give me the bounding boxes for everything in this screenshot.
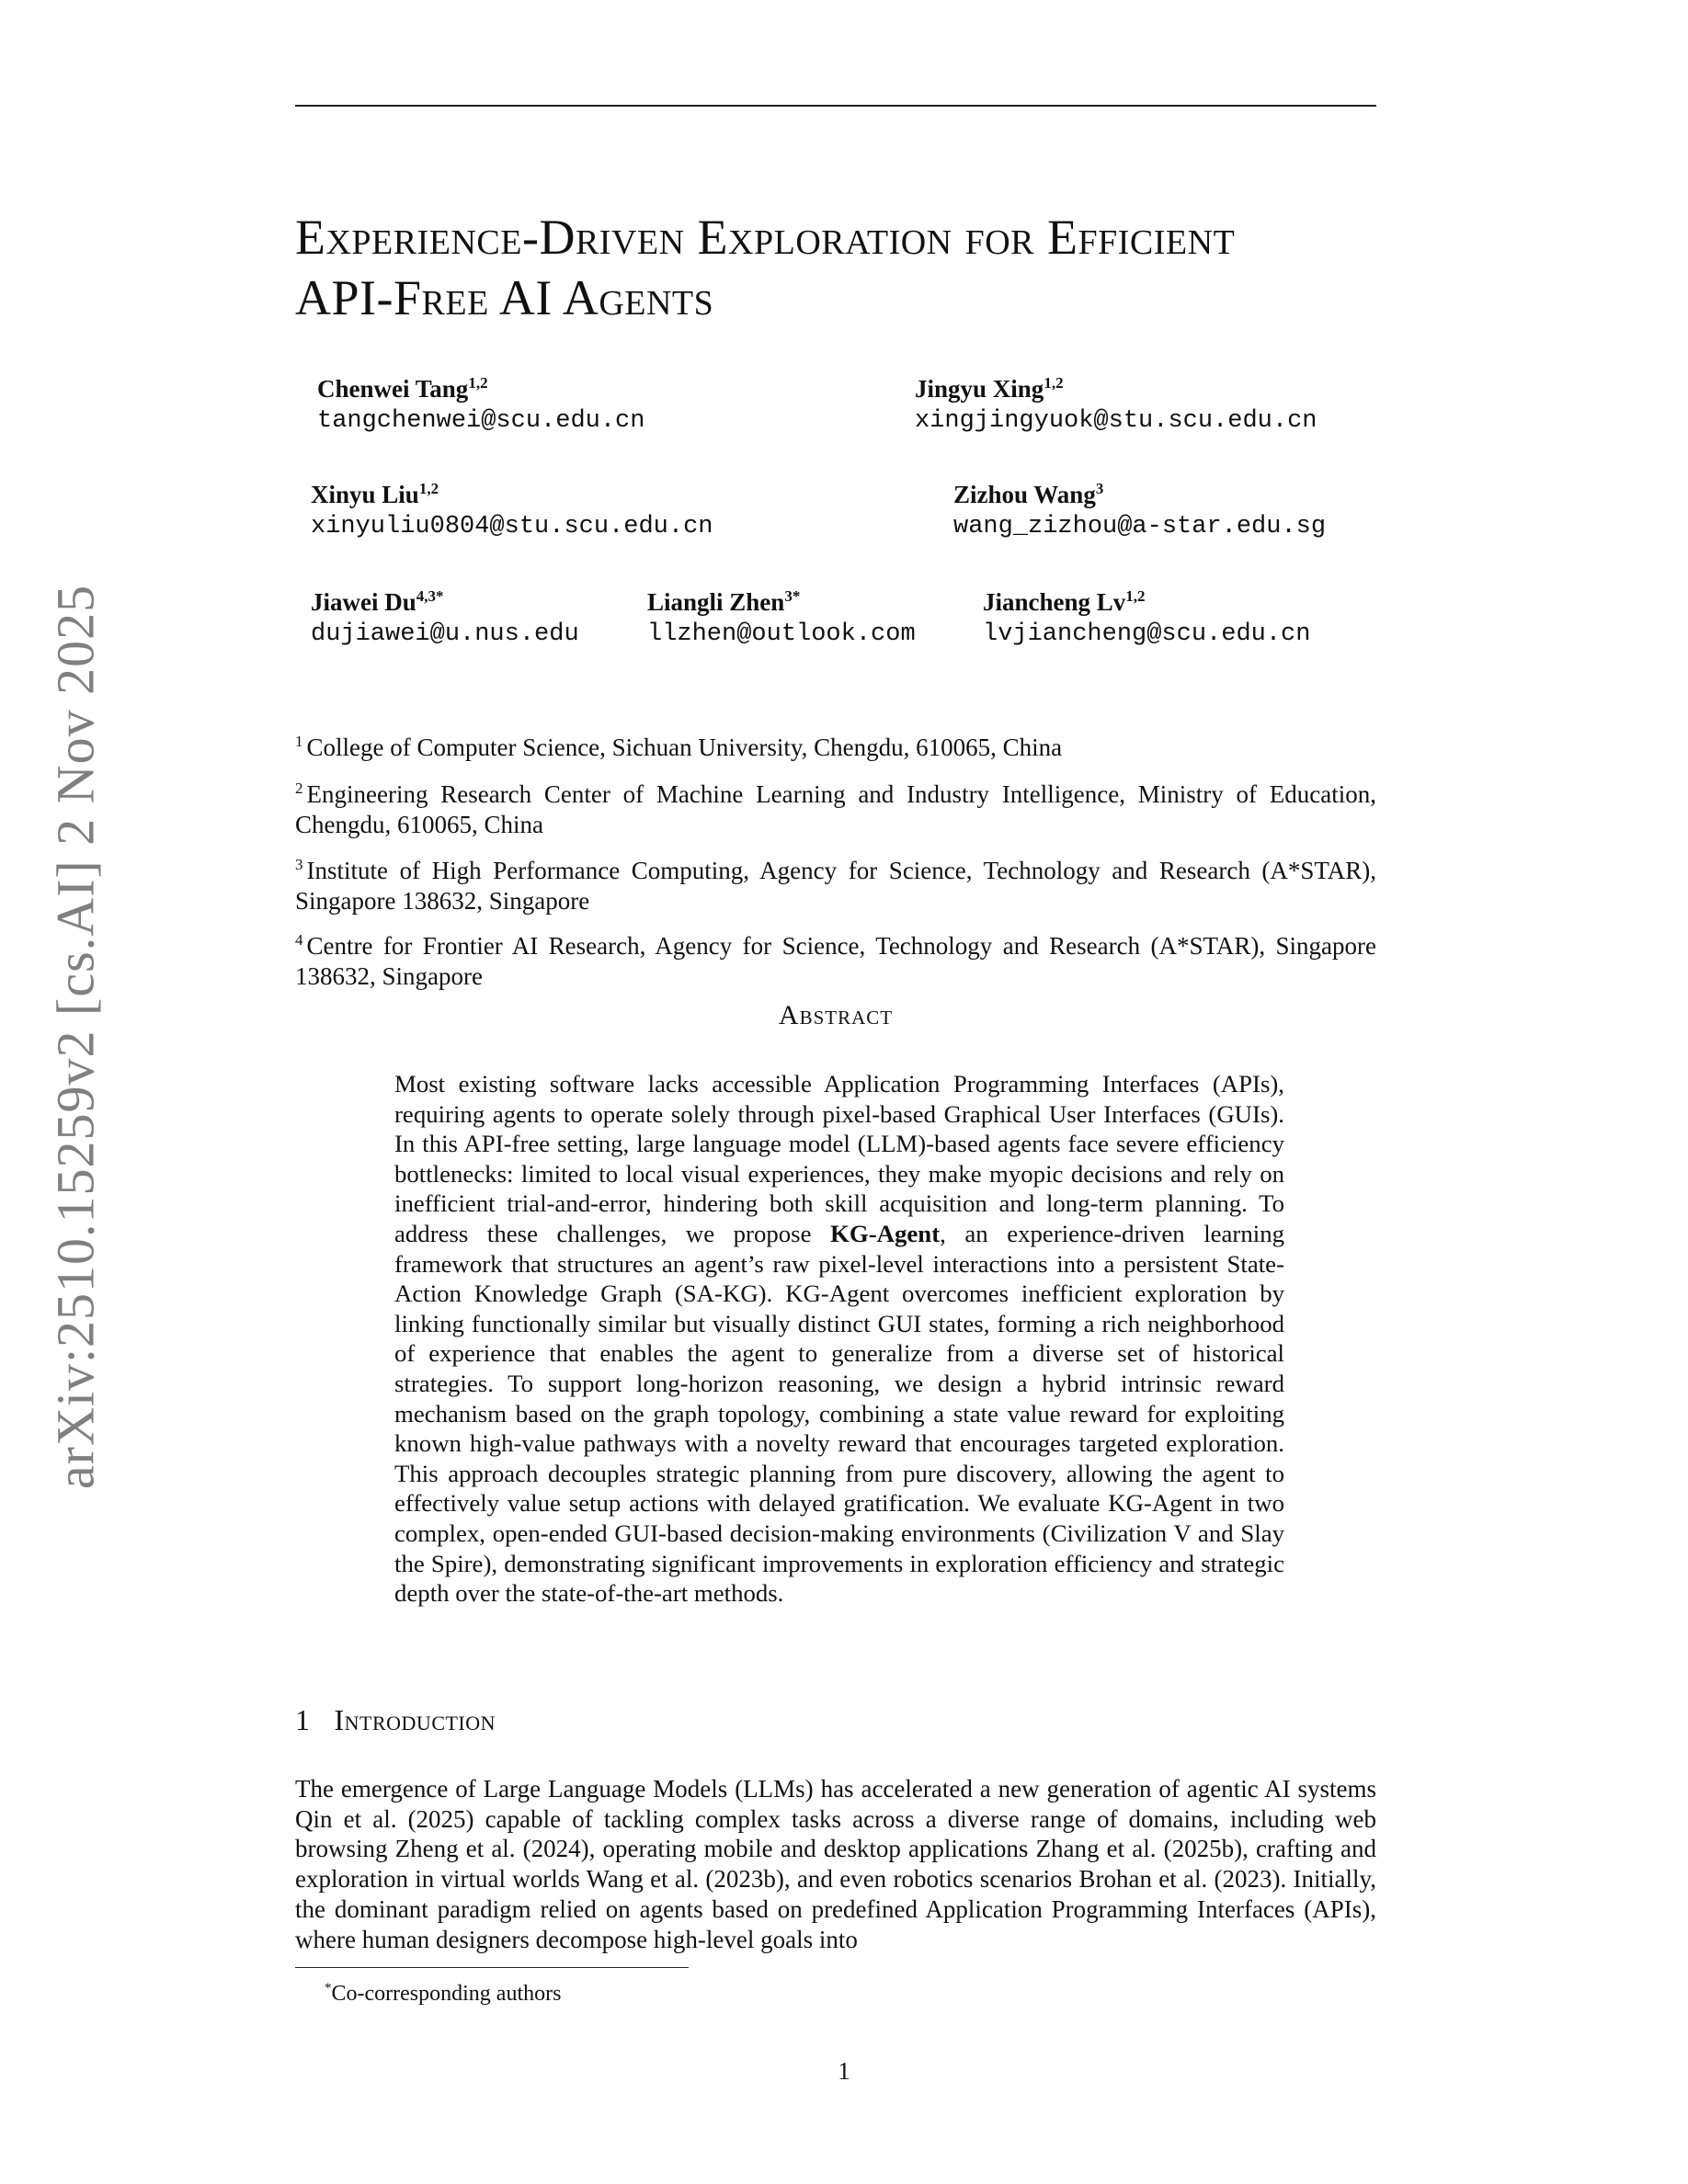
affiliation: [295, 726, 1376, 763]
affiliation: [295, 925, 1376, 992]
affiliation-number: 4: [295, 931, 303, 949]
author-block: [311, 473, 713, 543]
footnote-rule: [295, 1967, 689, 1968]
footnote-text: Co-corresponding authors: [331, 1982, 562, 2006]
author-affil-mark: 1,2: [1044, 374, 1064, 392]
author-block: [983, 581, 1310, 651]
author-email[interactable]: llzhen@outlook.com: [647, 620, 916, 648]
author-name: Jingyu Xing$^{1,2}$: [915, 374, 1064, 403]
section-heading: [295, 1703, 496, 1737]
paper-title: [295, 207, 1380, 328]
section-title: Introduction: [334, 1703, 496, 1736]
author-affil-mark: 4,3*: [416, 587, 444, 605]
author-name: Liangli Zhen$^{3*}$: [647, 587, 801, 616]
author-email[interactable]: dujiawei@u.nus.edu: [311, 620, 579, 648]
author-affil-mark: 1,2: [1125, 587, 1146, 605]
affiliation-number: 2: [295, 779, 303, 797]
author-name: Xinyu Liu$^{1,2}$: [311, 480, 439, 508]
author-block: [915, 368, 1317, 438]
author-block: [317, 368, 644, 438]
affiliation: [295, 773, 1376, 840]
author-block: [953, 473, 1326, 543]
author-name: Jiancheng Lv$^{1,2}$: [983, 587, 1146, 616]
affiliation-text: Engineering Research Center of Machine Learning and Industry Intelligence, Ministry of Education, Chengdu, 610065, China: [295, 780, 1376, 838]
author-affil-mark: 1,2: [468, 374, 488, 392]
author-email[interactable]: xingjingyuok@stu.scu.edu.cn: [915, 407, 1317, 435]
author-affil-mark: 1,2: [418, 480, 439, 497]
footnote-mark: *: [325, 1981, 332, 1996]
author-block: [647, 581, 916, 651]
top-rule: [295, 105, 1376, 107]
affiliation-text: College of Computer Science, Sichuan University, Chengdu, 610065, China: [306, 734, 1063, 761]
author-email[interactable]: tangchenwei@scu.edu.cn: [317, 407, 645, 435]
abstract-heading: Abstract: [778, 1000, 894, 1030]
author-name: Zizhou Wang$^3$: [953, 480, 1104, 508]
affiliation: [295, 849, 1376, 916]
author-email[interactable]: wang_zizhou@a-star.edu.sg: [953, 513, 1327, 540]
section-number: 1: [295, 1703, 311, 1736]
introduction-body: The emergence of Large Language Models (LLMs) has accelerated a new generation of agentic AI systems Qin et al. (2025) capable of tackling complex tasks across a diverse range of domains, including web browsing Zheng et al. (2024), operating mobile and desktop applications Zhang et al. (2025b), crafting and exploration in virtual worlds Wang et al. (2023b), and even robotics scenarios Brohan et al. (2023). Initially, the dominant paradigm relied on agents based on predefined Application Programming Interfaces (APIs), where human designers decompose high-level goals into: [295, 1775, 1376, 1953]
affiliation-text: Centre for Frontier AI Research, Agency for Science, Technology and Research (A*STAR), Singapore 138632, Singapore: [295, 932, 1376, 990]
title-line-2: API-Free AI Agents: [295, 270, 714, 325]
affiliation-text: Institute of High Performance Computing, Agency for Science, Technology and Research (A*STAR), Singapore 138632, Singapore: [295, 857, 1376, 915]
title-line-1: Experience-Driven Exploration for Efficient: [295, 210, 1236, 265]
author-email[interactable]: lvjiancheng@scu.edu.cn: [983, 620, 1311, 648]
author-name: Jiawei $Du^{4,3*}$: [311, 587, 444, 616]
affiliation-number: 1: [295, 733, 303, 750]
author-name: Chenwei Tang$^{1,2}$: [317, 374, 488, 403]
author-email[interactable]: xinyuliu0804@stu.scu.edu.cn: [311, 513, 713, 540]
footnote: [325, 1974, 561, 2008]
author-block: [311, 581, 579, 651]
author-affil-mark: 3: [1095, 480, 1104, 497]
arxiv-stamp: arXiv:2510.15259v2 [cs.AI] 2 Nov 2025: [45, 584, 106, 1490]
affiliation-number: 3: [295, 856, 303, 873]
author-affil-mark: 3*: [784, 587, 801, 605]
page-number: 1: [838, 2057, 850, 2085]
abstract-body: Most existing software lacks accessible Application Programming Interfaces (APIs), requiring agents to operate solely through pixel-based Graphical User Interfaces (GUIs). In this API-free setting, large language model (LLM)-based agents face severe efficiency bottlenecks: limited to local visual experiences, they make myopic decisions and rely on inefficient trial-and-error, hindering both skill acquisition and long-term planning. To address these challenges, we propose KG-Agent, an experience-driven learning framework that structures an agent’s raw pixel-level interactions into a persistent State-Action Knowledge Graph (SA-KG). KG-Agent overcomes inefficient exploration by linking functionally similar but visually distinct GUI states, forming a rich neighborhood of experience that enables the agent to generalize from a diverse set of historical strategies. To support long-horizon reasoning, we design a hybrid intrinsic reward mechanism based on the graph topology, combining a state value reward for exploiting known high-value pathways with a novelty reward that encourages targeted exploration. This approach decouples strategic planning from pure discovery, allowing the agent to effectively value setup actions with delayed gratification. We evaluate KG-Agent in two complex, open-ended GUI-based decision-making environments (Civilization V and Slay the Spire), demonstrating significant improvements in exploration efficiency and strategic depth over the state-of-the-art methods.: [394, 1070, 1284, 1608]
method-name: KG-Agent: [830, 1219, 941, 1247]
